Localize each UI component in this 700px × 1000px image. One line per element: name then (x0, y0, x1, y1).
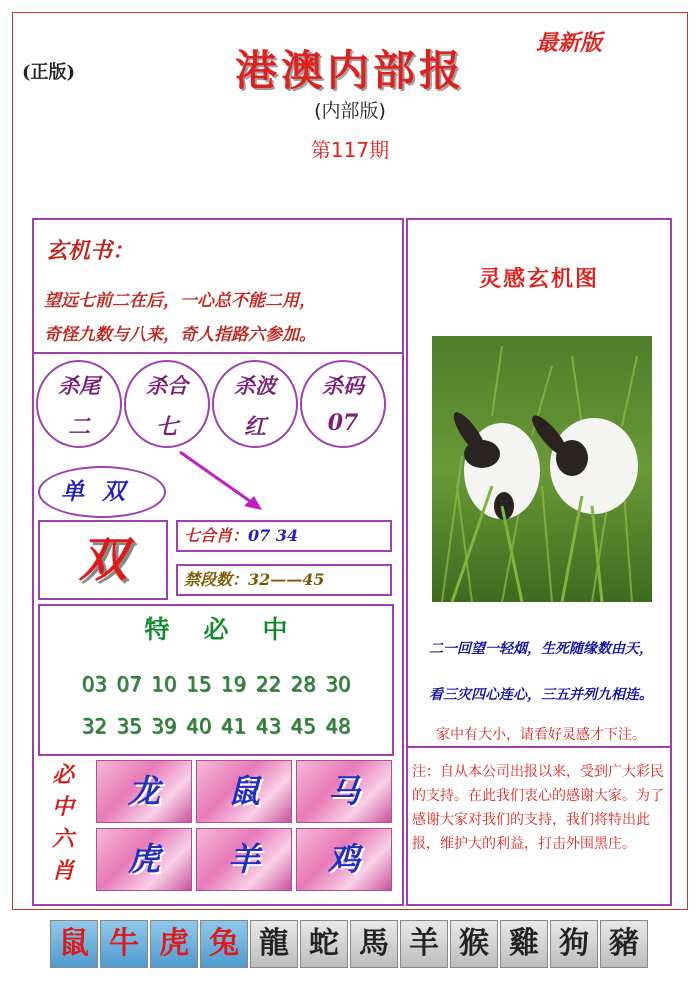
big-pick-box (38, 520, 168, 600)
pick-label: 杀合 (146, 373, 188, 398)
pick-label: 杀波 (234, 373, 276, 398)
special-numbers-row-2: 32 35 39 40 41 43 45 48 (81, 714, 351, 738)
zodiac-bar (50, 920, 650, 970)
banned-range-label: 禁段数： (184, 570, 249, 589)
seven-combo-label: 七合肖： (184, 526, 249, 545)
seven-combo-box (176, 520, 392, 552)
must-zodiac-char: 肖 (52, 858, 75, 884)
zodiac-tile-horse: 馬 (350, 920, 398, 968)
zodiac-tile-monkey: 猴 (450, 920, 498, 968)
notice-text: 注：自从本公司出报以来，受到广大彩民的支持。在此我们衷心的感谢大家。为了感谢大家对我们的支持，我们将特出此报，维护大的利益，打击外围黑庄。 (412, 764, 664, 852)
zodiac-tile-snake: 蛇 (300, 920, 348, 968)
zodiac-tile-tiger: 虎 (150, 920, 198, 968)
rabbits-image (432, 336, 652, 602)
special-numbers-row-1: 03 07 10 15 19 22 28 30 (81, 672, 351, 696)
pick-oval-combo (124, 360, 210, 448)
rabbits-photo (432, 336, 652, 602)
pick-oval-code (300, 360, 386, 448)
zodiac-cell-goat: 羊 (196, 828, 292, 891)
riddle-heading: 玄机书： (46, 238, 135, 264)
zodiac-tile-ox: 牛 (100, 920, 148, 968)
zodiac-tile-dragon: 龍 (250, 920, 298, 968)
zodiac-tile-pig: 豬 (600, 920, 648, 968)
pick-label: 杀码 (322, 373, 364, 398)
zodiac-tile-dog: 狗 (550, 920, 598, 968)
pick-oval-tail (36, 360, 122, 448)
seven-combo-value: 07 34 (248, 526, 299, 545)
must-zodiac-grid (96, 760, 396, 894)
riddle-line-2: 奇怪九数与八来，奇人指路六参加。 (44, 325, 316, 345)
zodiac-cell-dragon: 龙 (96, 760, 192, 823)
poem-line-2: 看三灾四心连心，三五并列九相连。 (429, 687, 653, 703)
page-title: 港澳内部报 (234, 46, 465, 95)
notice-divider (408, 746, 670, 748)
zodiac-cell-tiger: 虎 (96, 828, 192, 891)
inspiration-title: 灵感玄机图 (478, 266, 599, 292)
pick-label: 杀尾 (58, 373, 100, 398)
page-subtitle: (内部版) (314, 100, 386, 122)
pick-value: 七 (155, 414, 178, 440)
poem-line-1: 二一回望一轻烟，生死随缘数由天， (429, 641, 653, 657)
must-zodiac-char: 六 (52, 826, 75, 852)
zodiac-tile-rat: 鼠 (50, 920, 98, 968)
edition-left: (正版) (22, 62, 76, 83)
edition-right: 最新版 (536, 30, 603, 56)
zodiac-cell-rooster: 鸡 (296, 828, 392, 891)
special-title: 特必中 (144, 615, 322, 644)
issue-number: 第117期 (310, 138, 390, 162)
pick-value: 红 (243, 414, 266, 440)
poem-note: 家中有大小，请看好灵感才下注。 (436, 727, 646, 743)
zodiac-tile-rabbit: 兔 (200, 920, 248, 968)
pick-value: 二 (67, 414, 90, 440)
odd-even-oval: 单双 (38, 466, 166, 518)
riddle-divider (34, 352, 402, 354)
zodiac-tile-goat: 羊 (400, 920, 448, 968)
must-zodiac-char: 必 (52, 762, 75, 788)
big-pick-char: 双 (78, 532, 127, 588)
pick-value: 07 (327, 410, 359, 436)
banned-range-value: 32——45 (248, 570, 325, 589)
pick-oval-wave (212, 360, 298, 448)
banned-range-box (176, 564, 392, 596)
zodiac-cell-horse: 马 (296, 760, 392, 823)
riddle-line-1: 望远七前二在后，一心总不能二用， (44, 291, 316, 311)
arrow-icon (170, 446, 270, 516)
zodiac-tile-rooster: 雞 (500, 920, 548, 968)
must-zodiac-char: 中 (52, 794, 75, 820)
zodiac-cell-rat: 鼠 (196, 760, 292, 823)
